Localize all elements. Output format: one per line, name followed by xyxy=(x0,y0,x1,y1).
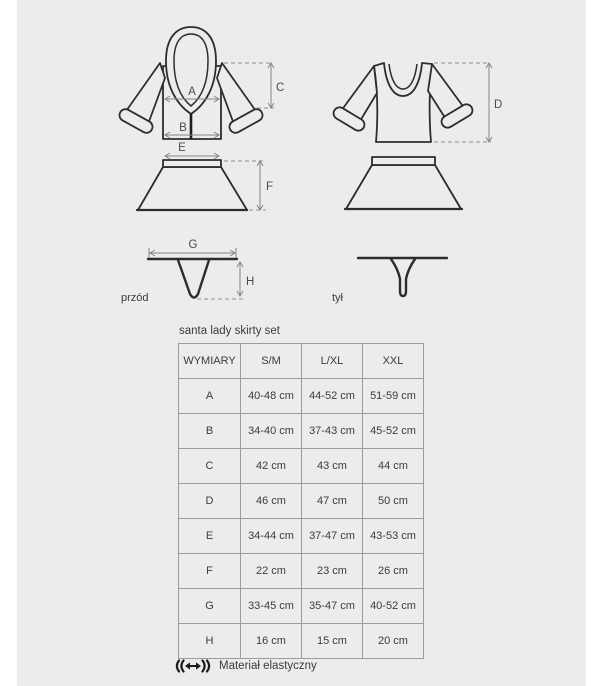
dimension-cell: F xyxy=(179,554,241,589)
thong-back-string xyxy=(391,259,415,296)
material-note-text: Materiał elastyczny xyxy=(219,660,317,672)
measure-arrow-d xyxy=(486,63,492,142)
value-cell: 35-47 cm xyxy=(302,589,363,624)
size-table xyxy=(178,343,424,659)
value-cell: 37-47 cm xyxy=(302,519,363,554)
skirt-front-body xyxy=(138,167,247,210)
material-note xyxy=(174,659,317,673)
measure-label-c: C xyxy=(276,82,285,94)
value-cell: 23 cm xyxy=(302,554,363,589)
measure-label-b: B xyxy=(179,122,187,134)
col-header-sm: S/M xyxy=(241,344,302,379)
col-header-xxl: XXL xyxy=(363,344,424,379)
value-cell: 37-43 cm xyxy=(302,414,363,449)
value-cell: 26 cm xyxy=(363,554,424,589)
value-cell: 34-44 cm xyxy=(241,519,302,554)
size-table-body xyxy=(179,379,424,659)
skirt-back-body xyxy=(346,165,461,209)
value-cell: 47 cm xyxy=(302,484,363,519)
thong-front-panel xyxy=(178,260,209,298)
header-row xyxy=(179,344,424,379)
value-cell: 40-52 cm xyxy=(363,589,424,624)
measure-arrow-h xyxy=(237,262,243,296)
col-header-lxl: L/XL xyxy=(302,344,363,379)
value-cell: 34-40 cm xyxy=(241,414,302,449)
dimension-cell: C xyxy=(179,449,241,484)
value-cell: 33-45 cm xyxy=(241,589,302,624)
value-cell: 50 cm xyxy=(363,484,424,519)
dimension-cell: G xyxy=(179,589,241,624)
skirt-back-diagram xyxy=(345,157,462,209)
top-back-neck-binding xyxy=(389,64,417,89)
value-cell: 42 cm xyxy=(241,449,302,484)
size-row-h xyxy=(179,624,424,659)
dimension-cell: A xyxy=(179,379,241,414)
top-back-diagram xyxy=(331,63,502,142)
col-header-dimensions: WYMIARY xyxy=(179,344,241,379)
measure-arrow-e xyxy=(165,153,219,159)
value-cell: 16 cm xyxy=(241,624,302,659)
value-cell: 46 cm xyxy=(241,484,302,519)
measure-label-d: D xyxy=(494,99,503,111)
dimension-cell: D xyxy=(179,484,241,519)
size-row-a xyxy=(179,379,424,414)
garment-diagrams xyxy=(0,0,600,320)
value-cell: 44 cm xyxy=(363,449,424,484)
value-cell: 15 cm xyxy=(302,624,363,659)
value-cell: 43 cm xyxy=(302,449,363,484)
measure-label-g: G xyxy=(188,239,198,251)
table-title: santa lady skirty set xyxy=(179,325,280,337)
measure-arrow-f xyxy=(257,161,263,210)
measure-label-f: F xyxy=(266,181,274,193)
dimension-cell: E xyxy=(179,519,241,554)
skirt-front-waistband xyxy=(163,160,221,167)
value-cell: 51-59 cm xyxy=(363,379,424,414)
top-back-body xyxy=(374,63,432,142)
skirt-front-diagram xyxy=(137,142,273,210)
value-cell: 20 cm xyxy=(363,624,424,659)
value-cell: 22 cm xyxy=(241,554,302,589)
stretch-arrows-icon xyxy=(174,659,212,673)
measure-arrow-c xyxy=(268,63,274,108)
measure-label-e: E xyxy=(178,142,186,154)
size-row-d xyxy=(179,484,424,519)
measure-label-a: A xyxy=(188,86,196,98)
thong-back-diagram xyxy=(332,258,447,304)
size-row-b xyxy=(179,414,424,449)
dimension-cell: H xyxy=(179,624,241,659)
skirt-back-waistband xyxy=(372,157,435,165)
value-cell: 44-52 cm xyxy=(302,379,363,414)
value-cell: 45-52 cm xyxy=(363,414,424,449)
size-row-e xyxy=(179,519,424,554)
front-view-label: przód xyxy=(121,292,149,304)
value-cell: 40-48 cm xyxy=(241,379,302,414)
jacket-front-diagram xyxy=(117,27,284,139)
value-cell: 43-53 cm xyxy=(363,519,424,554)
dimension-cell: B xyxy=(179,414,241,449)
size-row-f xyxy=(179,554,424,589)
size-row-g xyxy=(179,589,424,624)
measure-label-h: H xyxy=(246,276,255,288)
size-row-c xyxy=(179,449,424,484)
thong-front-diagram xyxy=(121,239,254,304)
back-view-label: tył xyxy=(332,292,343,304)
